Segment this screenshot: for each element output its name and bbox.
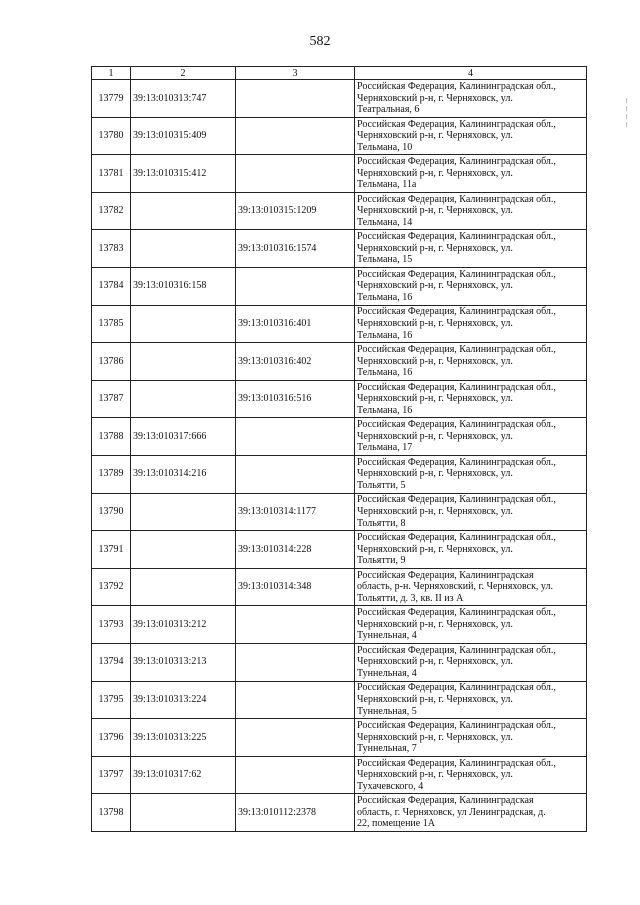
table-row [92, 719, 587, 757]
address-cell: Российская Федерация, Калининградская обл., Черняховский р-н, г. Черняховск, ул. Тельмана, 16 [355, 267, 587, 305]
cadastral-number-building [131, 192, 236, 230]
address-cell: Российская Федерация, Калининградская обл., Черняховский р-н, г. Черняховск, ул. Тухачевского, 4 [355, 756, 587, 794]
cadastral-number-building [131, 568, 236, 606]
address-cell: Российская Федерация, Калининградская обл., Черняховский р-н, г. Черняховск, ул. Театральная, 6 [355, 80, 587, 118]
address-cell: Российская Федерация, Калининградская обл., Черняховский р-н, г. Черняховск, ул. Тельмана, 15 [355, 230, 587, 268]
row-number: 13786 [92, 343, 131, 381]
address-cell: Российская Федерация, Калининградская обл., Черняховский р-н, г. Черняховск, ул. Туннельная, 5 [355, 681, 587, 719]
cadastral-number-premises: 39:13:010314:1177 [236, 493, 355, 531]
row-number: 13781 [92, 155, 131, 193]
row-number: 13795 [92, 681, 131, 719]
row-number: 13780 [92, 117, 131, 155]
address-cell: Российская Федерация, Калининградская обл., Черняховский р-н, г. Черняховск, ул. Тольятти, 5 [355, 455, 587, 493]
table-row [92, 531, 587, 569]
address-cell: Российская Федерация, Калининградская обл., Черняховский р-н, г. Черняховск, ул. Тельмана, 16 [355, 305, 587, 343]
cadastral-number-building: 39:13:010313:224 [131, 681, 236, 719]
cadastral-number-premises: 39:13:010314:228 [236, 531, 355, 569]
row-number: 13785 [92, 305, 131, 343]
cadastral-number-building: 39:13:010313:212 [131, 606, 236, 644]
table-row [92, 117, 587, 155]
cadastral-number-building: 39:13:010314:216 [131, 455, 236, 493]
table-row [92, 192, 587, 230]
cadastral-number-building: 39:13:010315:412 [131, 155, 236, 193]
table-header [92, 67, 587, 80]
table-row [92, 380, 587, 418]
table-row [92, 568, 587, 606]
table-body [92, 80, 587, 832]
cadastral-number-premises [236, 681, 355, 719]
cadastral-number-building: 39:13:010315:409 [131, 117, 236, 155]
page-number: 582 [309, 34, 331, 49]
address-cell: Российская Федерация, Калининградская обл., Черняховский р-н, г. Черняховск, ул. Туннельная, 7 [355, 719, 587, 757]
address-cell: Российская Федерация, Калининградская область, г. Черняховск, ул Ленинградская, д. 22, помещение 1А [355, 794, 587, 832]
cadastral-number-building: 39:13:010317:666 [131, 418, 236, 456]
address-cell: Российская Федерация, Калининградская обл., Черняховский р-н, г. Черняховск, ул. Тельмана, 17 [355, 418, 587, 456]
cadastral-number-building [131, 493, 236, 531]
row-number: 13782 [92, 192, 131, 230]
address-cell: Российская Федерация, Калининградская обл., Черняховский р-н, г. Черняховск, ул. Туннельная, 4 [355, 606, 587, 644]
row-number: 13779 [92, 80, 131, 118]
table-row [92, 418, 587, 456]
row-number: 13796 [92, 719, 131, 757]
cadastral-number-premises [236, 155, 355, 193]
cadastral-number-building: 39:13:010317:62 [131, 756, 236, 794]
row-number: 13788 [92, 418, 131, 456]
address-cell: Российская Федерация, Калининградская обл., Черняховский р-н, г. Черняховск, ул. Тольятти, 9 [355, 531, 587, 569]
row-number: 13797 [92, 756, 131, 794]
cadastral-number-premises [236, 418, 355, 456]
table-row [92, 80, 587, 118]
row-number: 13794 [92, 643, 131, 681]
cadastral-number-premises [236, 719, 355, 757]
cadastral-number-building: 39:13:010313:213 [131, 643, 236, 681]
row-number: 13798 [92, 794, 131, 832]
cadastral-number-premises [236, 643, 355, 681]
column-header-1: 1 [92, 67, 131, 80]
cadastral-number-building [131, 794, 236, 832]
address-cell: Российская Федерация, Калининградская область, р-н. Черняховский, г. Черняховск, ул. Тольятти, д. 3, кв. II из А [355, 568, 587, 606]
table-row [92, 343, 587, 381]
cadastral-number-premises [236, 80, 355, 118]
row-number: 13790 [92, 493, 131, 531]
row-number: 13784 [92, 267, 131, 305]
cadastral-number-premises: 39:13:010316:401 [236, 305, 355, 343]
cadastral-number-premises: 39:13:010316:516 [236, 380, 355, 418]
table-row [92, 155, 587, 193]
address-cell: Российская Федерация, Калининградская обл., Черняховский р-н, г. Черняховск, ул. Тольятти, 8 [355, 493, 587, 531]
address-cell: Российская Федерация, Калининградская обл., Черняховский р-н, г. Черняховск, ул. Тельмана, 10 [355, 117, 587, 155]
cadastral-number-premises [236, 455, 355, 493]
cadastral-number-premises: 39:13:010315:1209 [236, 192, 355, 230]
row-number: 13789 [92, 455, 131, 493]
table-row [92, 267, 587, 305]
cadastral-number-premises: 39:13:010316:1574 [236, 230, 355, 268]
table-row [92, 643, 587, 681]
table-row [92, 794, 587, 832]
row-number: 13792 [92, 568, 131, 606]
cadastral-number-building [131, 531, 236, 569]
cadastral-number-premises: 39:13:010112:2378 [236, 794, 355, 832]
table-row [92, 455, 587, 493]
address-cell: Российская Федерация, Калининградская обл., Черняховский р-н, г. Черняховск, ул. Тельмана, 14 [355, 192, 587, 230]
row-number: 13791 [92, 531, 131, 569]
row-number: 13793 [92, 606, 131, 644]
cadastral-number-building [131, 343, 236, 381]
cadastral-number-building [131, 230, 236, 268]
cadastral-number-premises [236, 117, 355, 155]
header-row [92, 67, 587, 80]
table-row [92, 681, 587, 719]
cadastral-number-premises [236, 267, 355, 305]
table-row [92, 230, 587, 268]
cadastral-number-building [131, 380, 236, 418]
table-row [92, 493, 587, 531]
column-header-2: 2 [131, 67, 236, 80]
cadastral-number-premises: 39:13:010314:348 [236, 568, 355, 606]
cadastral-number-building: 39:13:010313:225 [131, 719, 236, 757]
cadastral-number-building [131, 305, 236, 343]
address-cell: Российская Федерация, Калининградская обл., Черняховский р-н, г. Черняховск, ул. Тельмана, 11а [355, 155, 587, 193]
table-row [92, 305, 587, 343]
row-number: 13787 [92, 380, 131, 418]
cadastral-number-premises [236, 606, 355, 644]
address-cell: Российская Федерация, Калининградская обл., Черняховский р-н, г. Черняховск, ул. Тельмана, 16 [355, 380, 587, 418]
cadastral-number-premises: 39:13:010316:402 [236, 343, 355, 381]
cadastral-number-premises [236, 756, 355, 794]
address-cell: Российская Федерация, Калининградская обл., Черняховский р-н, г. Черняховск, ул. Туннельная, 4 [355, 643, 587, 681]
column-header-4: 4 [355, 67, 587, 80]
row-number: 13783 [92, 230, 131, 268]
scan-margin-marks [623, 95, 629, 135]
table-row [92, 606, 587, 644]
cadastral-number-building: 39:13:010316:158 [131, 267, 236, 305]
table-row [92, 756, 587, 794]
column-header-3: 3 [236, 67, 355, 80]
cadastral-number-building: 39:13:010313:747 [131, 80, 236, 118]
registry-table [91, 66, 587, 832]
address-cell: Российская Федерация, Калининградская обл., Черняховский р-н, г. Черняховск, ул. Тельмана, 16 [355, 343, 587, 381]
